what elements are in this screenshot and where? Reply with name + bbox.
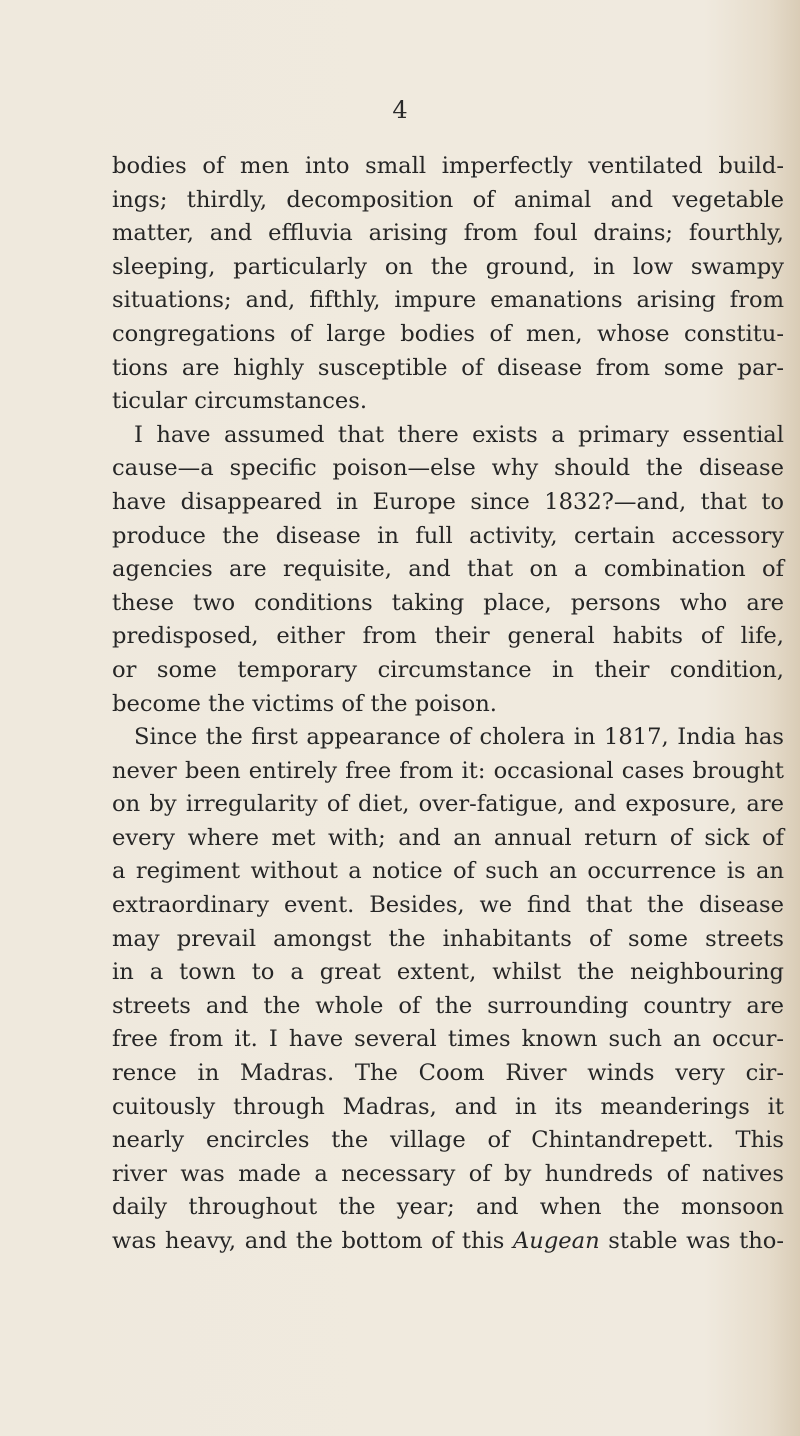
text-line-final	[112, 1225, 784, 1259]
text-line: every where met with; and an annual return of sick of	[112, 824, 784, 851]
text-line: daily throughout the year; and when the monsoon	[112, 1194, 784, 1221]
text-line: Since the first appearance of cholera in 1817, India has	[134, 724, 784, 751]
text-line: matter, and effluvia arising from foul drains; fourthly,	[112, 220, 784, 247]
text-line: never been entirely free from it: occasional cases brought	[112, 757, 784, 784]
text-line: river was made a necessary of by hundreds of natives	[112, 1160, 784, 1187]
text-line: cause—a specific poison—else why should the disease	[112, 455, 784, 482]
text-line: have disappeared in Europe since 1832?—and, that to	[112, 488, 784, 515]
italic-word: Augean	[512, 1228, 600, 1254]
text-line: streets and the whole of the surrounding country are	[112, 992, 784, 1019]
text-line: congregations of large bodies of men, whose constitu-	[112, 320, 784, 347]
text-line: extraordinary event. Besides, we find that the disease	[112, 892, 784, 919]
text-line: situations; and, fifthly, impure emanations arising from	[112, 287, 784, 314]
final-line-start: was heavy, and the bottom of this	[112, 1228, 513, 1254]
text-line: produce the disease in full activity, certain accessory	[112, 522, 784, 549]
text-line: ings; thirdly, decomposition of animal and vegetable	[112, 186, 784, 213]
text-line: a regiment without a notice of such an occurrence is an	[112, 858, 784, 885]
text-line: agencies are requisite, and that on a combination of	[112, 556, 784, 583]
text-line: or some temporary circumstance in their condition,	[112, 656, 784, 683]
text-line: free from it. I have several times known such an occur-	[112, 1026, 784, 1053]
text-line: ticular circumstances.	[112, 388, 367, 415]
text-line: predisposed, either from their general habits of life,	[112, 623, 784, 650]
body-text	[112, 150, 784, 1259]
text-line: sleeping, particularly on the ground, in low swampy	[112, 253, 784, 280]
text-line: become the victims of the poison.	[112, 690, 497, 717]
text-line: these two conditions taking place, persons who are	[112, 589, 784, 616]
page-number: 4	[392, 96, 408, 124]
text-line: cuitously through Madras, and in its meanderings it	[112, 1093, 784, 1120]
text-line: may prevail amongst the inhabitants of some streets	[112, 925, 784, 952]
text-line: in a town to a great extent, whilst the neighbouring	[112, 959, 784, 986]
text-line: on by irregularity of diet, over-fatigue, and exposure, are	[112, 791, 784, 818]
text-line: bodies of men into small imperfectly ventilated build-	[112, 153, 784, 179]
text-line: I have assumed that there exists a primary essential	[134, 421, 784, 448]
final-line-end: stable was tho-	[599, 1228, 784, 1254]
text-line: tions are highly susceptible of disease from some par-	[112, 354, 784, 381]
text-line: rence in Madras. The Coom River winds very cir-	[112, 1060, 784, 1087]
text-line: nearly encircles the village of Chintandrepett. This	[112, 1127, 784, 1154]
